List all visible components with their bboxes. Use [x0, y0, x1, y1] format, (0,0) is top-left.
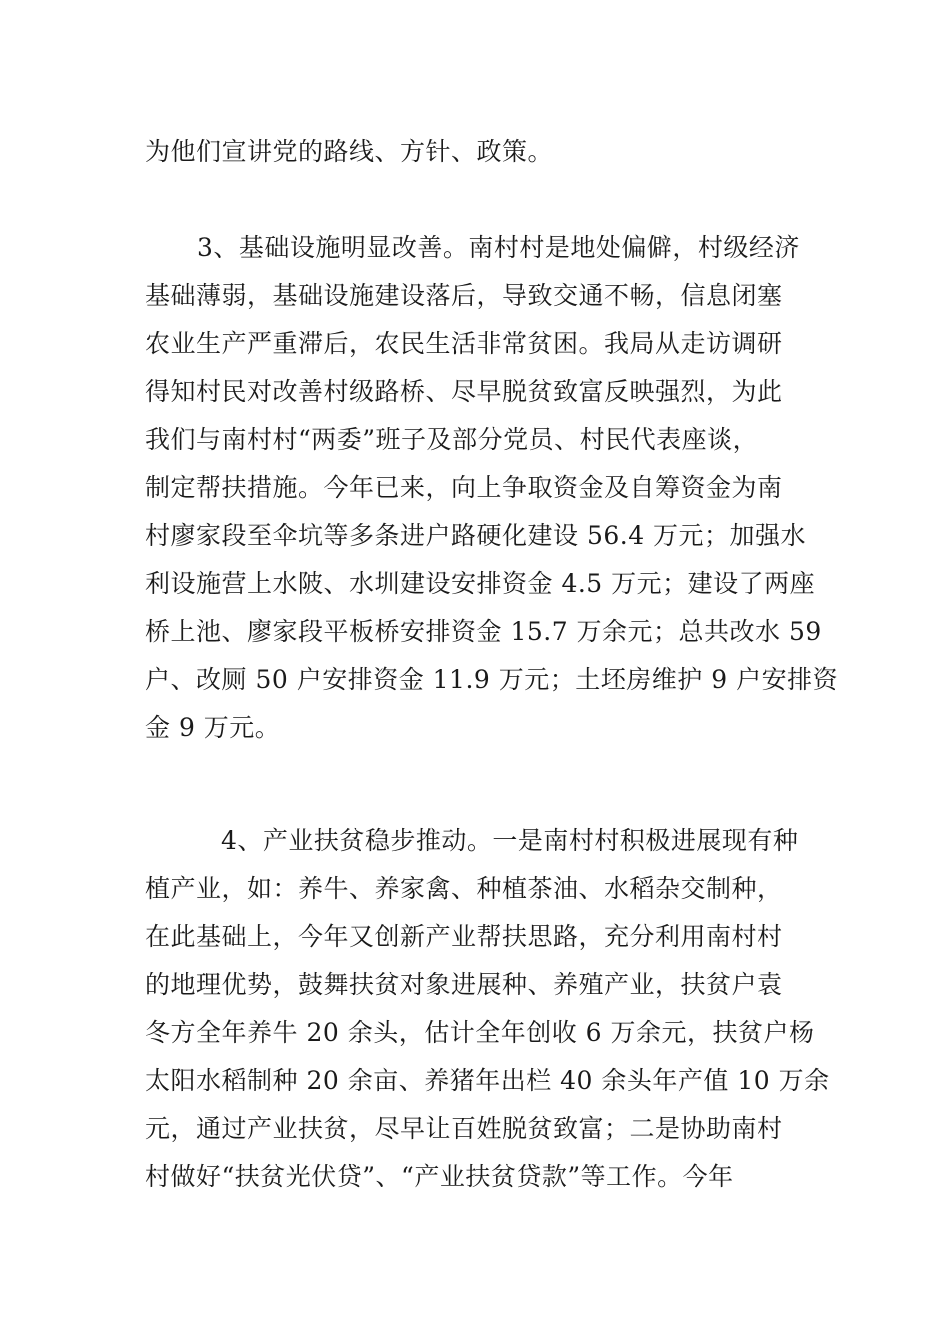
text-line: 为他们宣讲党的路线、方针、政策。 — [145, 137, 554, 166]
text-line: 村廖家段至伞坑等多条进户路硬化建设 56.4 万元；加强水 — [145, 521, 807, 550]
text-line: 得知村民对改善村级路桥、尽早脱贫致富反映强烈，为此 — [145, 377, 783, 406]
text-line: 村做好“扶贫光伏贷”、“产业扶贫贷款”等工作。今年 — [145, 1162, 734, 1191]
text-line: 农业生产严重滞后，农民生活非常贫困。我局从走访调研 — [145, 329, 783, 358]
text-line: 在此基础上，今年又创新产业帮扶思路，充分利用南村村 — [145, 922, 783, 951]
text-line: 太阳水稻制种 20 余亩、养猪年出栏 40 余头年产值 10 万余 — [145, 1066, 830, 1095]
text-line: 金 9 万元。 — [145, 713, 281, 742]
text-line: 户、改厕 50 户安排资金 11.9 万元；土坯房维护 9 户安排资 — [145, 665, 839, 694]
text-line: 制定帮扶措施。今年已来，向上争取资金及自筹资金为南 — [145, 473, 783, 502]
text-line: 桥上池、廖家段平板桥安排资金 15.7 万余元；总共改水 59 — [145, 617, 822, 646]
text-line: 3、基础设施明显改善。南村村是地处偏僻，村级经济 — [197, 233, 800, 262]
text-line: 冬方全年养牛 20 余头，估计全年创收 6 万余元，扶贫户杨 — [145, 1018, 815, 1047]
text-line: 元，通过产业扶贫，尽早让百姓脱贫致富；二是协助南村 — [145, 1114, 783, 1143]
text-line: 我们与南村村“两委”班子及部分党员、村民代表座谈， — [145, 425, 759, 454]
text-line: 利设施营上水陂、水圳建设安排资金 4.5 万元；建设了两座 — [145, 569, 816, 598]
text-line: 4、产业扶贫稳步推动。一是南村村积极进展现有种 — [221, 826, 799, 855]
text-line: 的地理优势，鼓舞扶贫对象进展种、养殖产业，扶贫户袁 — [145, 970, 783, 999]
text-line: 基础薄弱，基础设施建设落后，导致交通不畅，信息闭塞 — [145, 281, 783, 310]
text-line: 植产业，如：养牛、养家禽、种植茶油、水稻杂交制种， — [145, 874, 783, 903]
